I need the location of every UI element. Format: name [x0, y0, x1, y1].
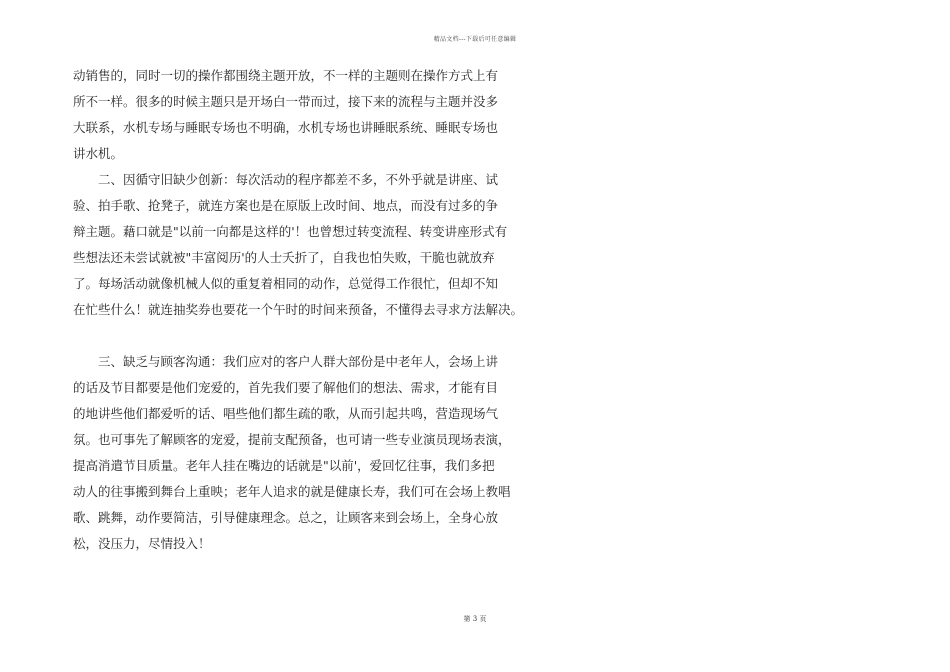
paragraph-1-line-3: 大联系，水机专场与睡眠专场也不明确，水机专场也讲睡眠系统、睡眠专场也	[73, 120, 499, 135]
paragraph-1-line-2: 所不一样。很多的时候主题只是开场白一带而过，接下来的流程与主题并没多	[73, 94, 499, 109]
paragraph-1-line-1: 动销售的，同时一切的操作都围绕主题开放，不一样的主题则在操作方式上有	[73, 68, 499, 83]
paragraph-2-line-1: 二、因循守旧缺少创新：每次活动的程序都差不多，不外乎就是讲座、试	[98, 172, 499, 187]
page-number: 第 3 页	[463, 615, 487, 623]
document-body	[73, 63, 524, 557]
paragraph-3-line-7: 歌、跳舞，动作要简洁，引导健康理念。总之，让顾客来到会场上，全身心放	[73, 510, 499, 525]
paragraph-1-line-4: 讲水机。	[73, 146, 124, 161]
paragraph-3-line-2: 的话及节目都要是他们宠爱的，首先我们要了解他们的想法、需求，才能有目	[73, 380, 499, 395]
paragraph-3-line-5: 提高消遣节目质量。老年人挂在嘴边的话就是"以前'，爱回忆往事，我们多把	[73, 458, 495, 473]
paragraph-2-line-6: 在忙些什么！就连抽奖券也要花一个午时的时间来预备，不懂得去寻求方法解决。	[73, 302, 524, 317]
paragraph-3-line-3: 的地讲些他们都爱听的话、唱些他们都生疏的歌，从而引起共鸣，营造现场气	[73, 406, 499, 421]
paragraph-3-line-4: 氛。也可事先了解顾客的宠爱，提前支配预备，也可请一些专业演员现场表演，	[73, 432, 511, 447]
paragraph-3-line-6: 动人的往事搬到舞台上重映；老年人追求的就是健康长寿，我们可在会场上教唱	[73, 484, 511, 499]
page-header: 精品文档---下载后可任意编辑	[433, 36, 517, 43]
paragraph-3-line-1: 三、缺乏与顾客沟通：我们应对的客户人群大部份是中老年人，会场上讲	[98, 354, 499, 369]
paragraph-2-line-3: 辩主题。藉口就是"以前一向都是这样的'！也曾想过转变流程、转变讲座形式有	[73, 224, 508, 239]
paragraph-2-line-5: 了。每场活动就像机械人似的重复着相同的动作，总觉得工作很忙，但却不知	[73, 276, 499, 291]
paragraph-3-line-8: 松，没压力，尽情投入！	[73, 536, 211, 551]
paragraph-gap	[73, 323, 473, 349]
paragraph-2-line-4: 些想法还未尝试就被"丰富阅历'的人士夭折了，自我也怕失败，干脆也就放弃	[73, 250, 495, 265]
paragraph-2-line-2: 验、拍手歌、抢凳子，就连方案也是在原版上改时间、地点，而没有过多的争	[73, 198, 499, 213]
